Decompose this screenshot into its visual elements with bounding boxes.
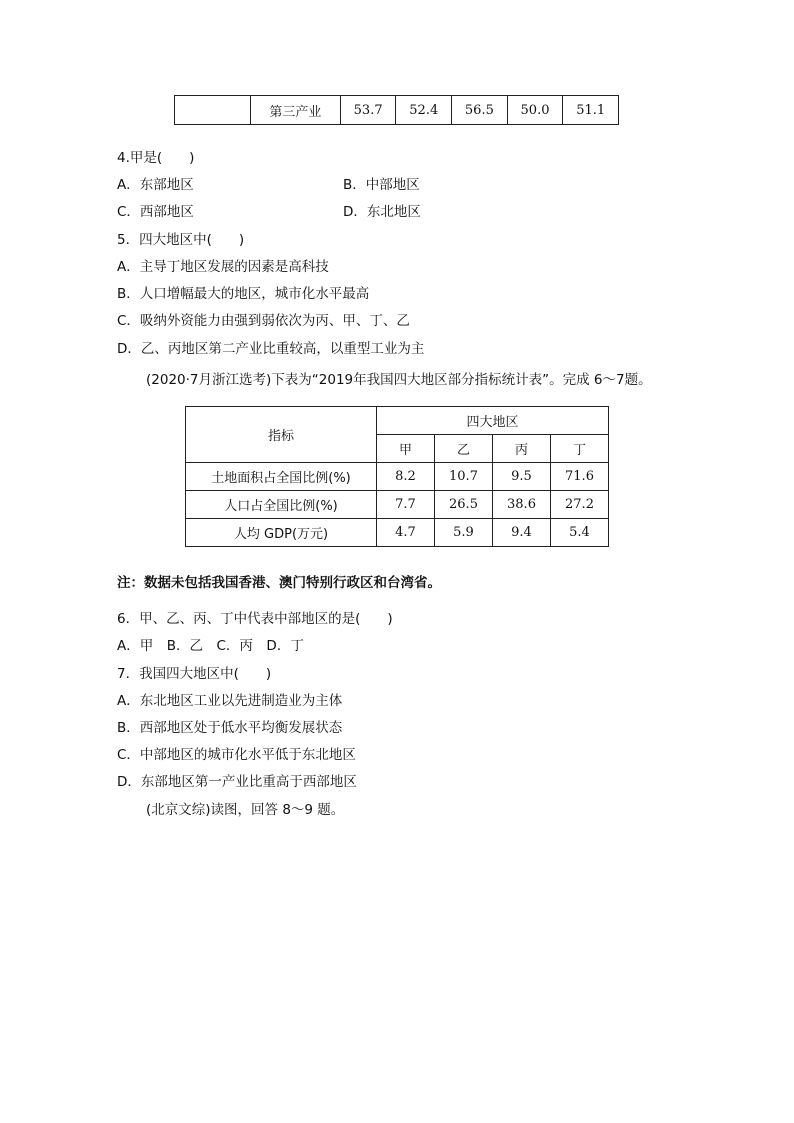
table-cell: 27.2 xyxy=(551,491,609,519)
table-cell: 10.7 xyxy=(435,463,493,491)
intro-questions-8-9: (北京文综)读图，回答 8～9 题。 xyxy=(146,802,345,818)
table-header-region: 甲 xyxy=(377,435,435,463)
table-cell: 53.7 xyxy=(340,96,396,125)
question-7-option-c: C．中部地区的城市化水平低于东北地区 xyxy=(117,747,356,763)
question-5-option-d: D．乙、丙地区第二产业比重较高，以重型工业为主 xyxy=(117,341,425,357)
table-cell-empty xyxy=(175,96,251,125)
table-cell: 5.9 xyxy=(435,519,493,547)
top-table-fragment xyxy=(174,95,619,125)
table-note: 注：数据未包括我国香港、澳门特别行政区和台湾省。 xyxy=(117,575,441,591)
question-5-option-b: B．人口增幅最大的地区，城市化水平最高 xyxy=(117,286,370,302)
question-5-option-c: C．吸纳外资能力由强到弱依次为丙、甲、丁、乙 xyxy=(117,313,410,329)
table-cell: 71.6 xyxy=(551,463,609,491)
question-5-stem: 5．四大地区中( ) xyxy=(117,232,245,248)
question-4-option-b: B．中部地区 xyxy=(343,177,420,193)
table-header-region: 丙 xyxy=(493,435,551,463)
table-cell: 52.4 xyxy=(396,96,452,125)
table-cell: 8.2 xyxy=(377,463,435,491)
table-row xyxy=(175,96,619,125)
table-header-region: 丁 xyxy=(551,435,609,463)
question-7-option-b: B．西部地区处于低水平均衡发展状态 xyxy=(117,720,343,736)
question-4-option-d: D．东北地区 xyxy=(343,204,421,220)
question-4-stem: 4.甲是( ) xyxy=(117,150,195,166)
table-cell: 51.1 xyxy=(563,96,619,125)
question-4-option-c: C．西部地区 xyxy=(117,204,194,220)
table-cell: 9.4 xyxy=(493,519,551,547)
regional-statistics-table xyxy=(185,406,609,547)
table-row xyxy=(186,519,609,547)
table-row-label: 人均 GDP(万元) xyxy=(186,519,377,547)
table-row-label: 土地面积占全国比例(%) xyxy=(186,463,377,491)
question-7-stem: 7．我国四大地区中( ) xyxy=(117,666,272,682)
table-row xyxy=(186,463,609,491)
question-6-stem: 6．甲、乙、丙、丁中代表中部地区的是( ) xyxy=(117,611,393,627)
intro-questions-6-7: (2020·7月浙江选考)下表为“2019年我国四大地区部分指标统计表”。完成 6～7题。 xyxy=(146,372,652,388)
table-cell: 4.7 xyxy=(377,519,435,547)
table-row-label: 第三产业 xyxy=(250,96,340,125)
question-7-option-a: A．东北地区工业以先进制造业为主体 xyxy=(117,693,343,709)
table-row-label: 人口占全国比例(%) xyxy=(186,491,377,519)
table-header-row xyxy=(186,407,609,435)
table-header-group: 四大地区 xyxy=(377,407,609,435)
question-6-options: A．甲 B．乙 C．丙 D．丁 xyxy=(117,638,304,654)
table-cell: 56.5 xyxy=(452,96,508,125)
table-cell: 38.6 xyxy=(493,491,551,519)
table-row xyxy=(186,491,609,519)
table-cell: 9.5 xyxy=(493,463,551,491)
question-5-option-a: A．主导丁地区发展的因素是高科技 xyxy=(117,259,329,275)
table-cell: 26.5 xyxy=(435,491,493,519)
question-4-option-a: A．东部地区 xyxy=(117,177,194,193)
table-header-region: 乙 xyxy=(435,435,493,463)
question-7-option-d: D．东部地区第一产业比重高于西部地区 xyxy=(117,774,357,790)
table-cell: 5.4 xyxy=(551,519,609,547)
table-cell: 50.0 xyxy=(507,96,563,125)
table-cell: 7.7 xyxy=(377,491,435,519)
table-header-indicator: 指标 xyxy=(186,407,377,463)
